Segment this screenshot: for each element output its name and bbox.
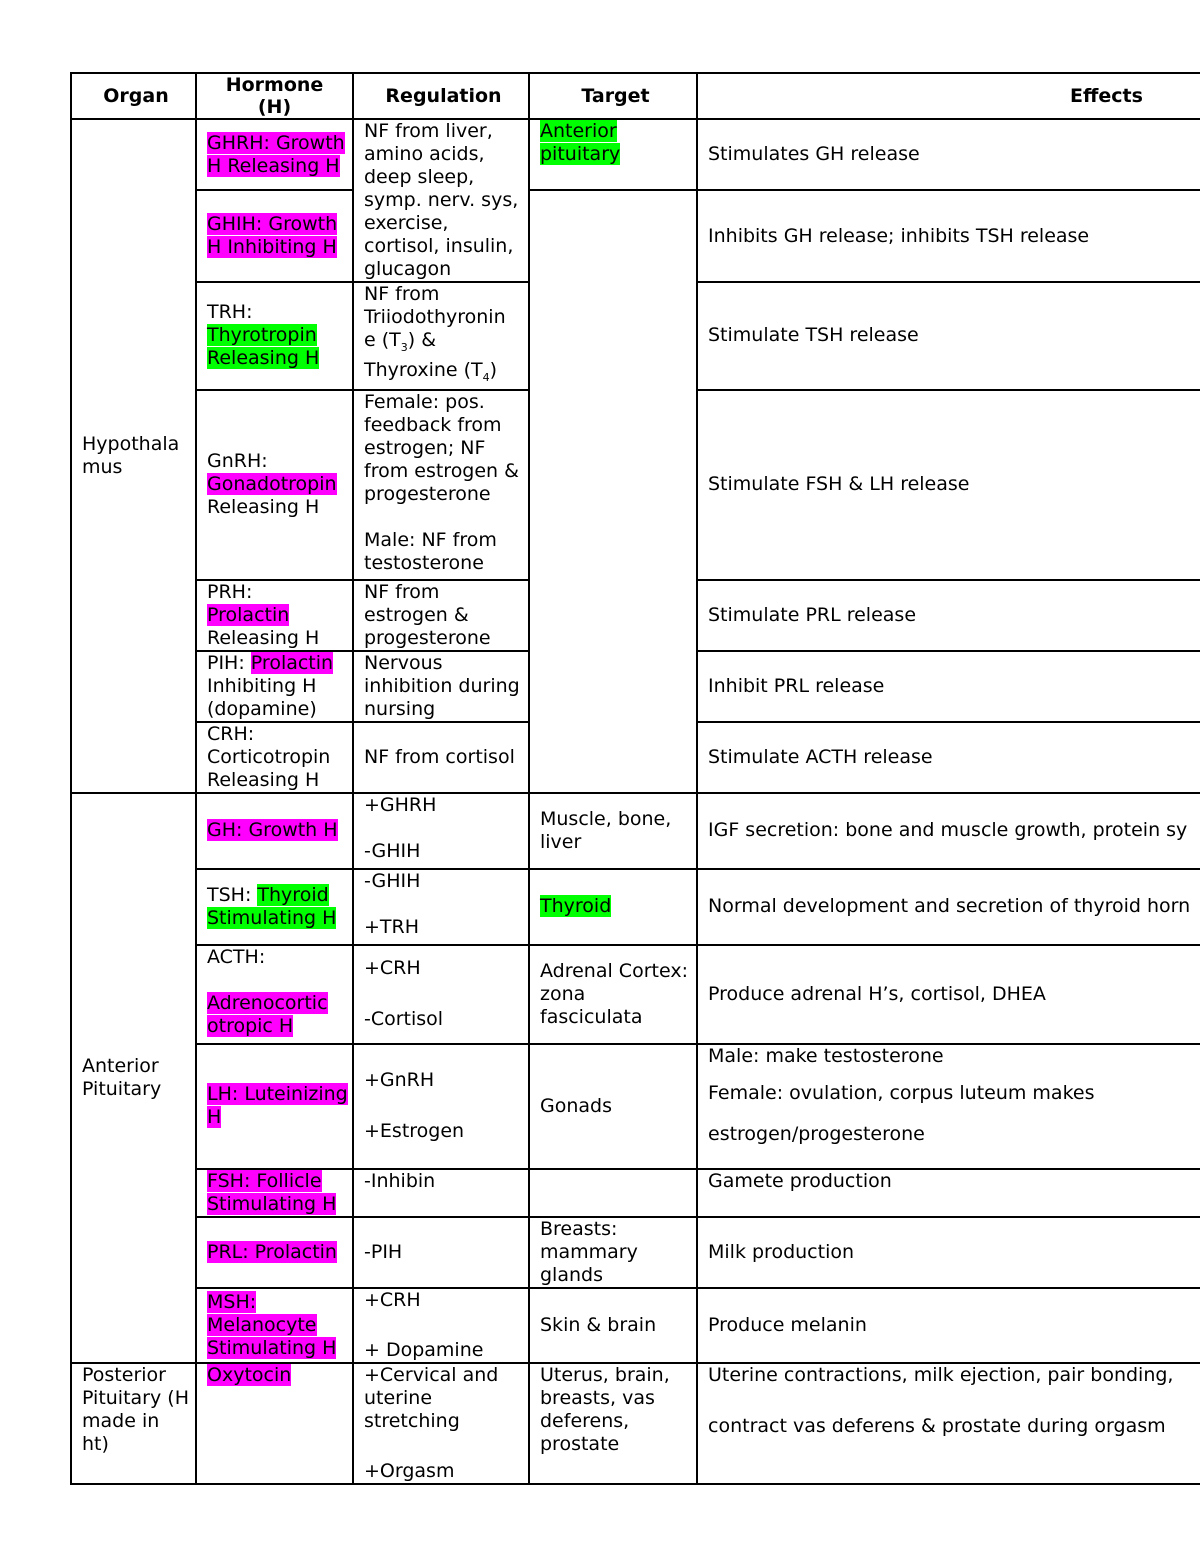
regulation-tsh [353,869,529,945]
table-row [71,793,1200,869]
target-oxytocin: Uterus, brain, breasts, vas deferens, prostate [529,1363,697,1484]
target-prl: Breasts: mammary glands [529,1217,697,1288]
effect-tsh: Normal development and secretion of thyroid horn [697,869,1200,945]
hormone-ghrh [196,119,353,190]
hormone-prl [196,1217,353,1288]
regulation-gnrh-female: Female: pos. feedback from estrogen; NF from estrogen & progesterone [364,390,519,505]
spacer [364,1312,523,1339]
regulation-acth-2: -Cortisol [364,1008,444,1031]
table-row [71,1044,1200,1169]
hormone-pih-suffix: Inhibiting H (dopamine) [207,674,317,720]
spacer [364,893,523,916]
target-anterior-pituitary-label: Anterior pituitary [540,120,621,165]
hormone-acth-name: Adrenocortic otropic H [207,991,328,1037]
regulation-msh-2: + Dopamine [364,1338,484,1361]
target-acth: Adrenal Cortex: zona fasciculata [529,945,697,1044]
hormone-gnrh-suffix: Releasing H [207,496,320,519]
hormone-msh [196,1288,353,1363]
regulation-oxytocin [353,1363,529,1484]
effect-prl: Milk production [697,1217,1200,1288]
regulation-tsh-1: -GHIH [364,869,421,892]
hormone-ghrh-label: GHRH: Growth H Releasing H [207,131,345,177]
regulation-acth-1: +CRH [364,957,421,980]
hormone-prh-suffix: Releasing H [207,626,320,649]
effect-lh [697,1044,1200,1169]
table-row [71,869,1200,945]
regulation-lh [353,1044,529,1169]
hormone-fsh [196,1169,353,1217]
table-row [71,190,1200,282]
effect-crh: Stimulate ACTH release [697,722,1200,793]
effect-lh-3: estrogen/progesterone [708,1122,925,1145]
regulation-msh [353,1288,529,1363]
hormone-prl-label: PRL: Prolactin [207,1240,337,1263]
target-anterior-pituitary [529,119,697,190]
hormone-pih [196,651,353,722]
spacer [364,1433,523,1460]
hormone-pih-prefix: PIH: [207,651,245,674]
target-tsh-label: Thyroid [540,895,612,918]
hormone-msh-label: MSH: Melanocyte Stimulating H [207,1290,337,1359]
hormone-pih-name: Prolactin [250,651,334,674]
table-row [71,1288,1200,1363]
effect-gh: IGF secretion: bone and muscle growth, protein sy [697,793,1200,869]
target-tsh [529,869,697,945]
target-gh: Muscle, bone, liver [529,793,697,869]
regulation-acth [353,945,529,1044]
subscript-3: 3 [400,340,408,354]
table-row [71,945,1200,1044]
hormone-gnrh-name: Gonadotropin [207,473,337,496]
hormone-gh [196,793,353,869]
hormone-gnrh-prefix: GnRH: [207,450,268,473]
regulation-prl: -PIH [353,1217,529,1288]
hormone-oxytocin-label: Oxytocin [207,1363,292,1386]
header-hormone: Hormone (H) [196,73,353,119]
regulation-trh-part1: NF from Triiodothyronin e (T [364,283,506,351]
hormone-prh-prefix: PRH: [207,580,253,603]
effect-pih: Inhibit PRL release [697,651,1200,722]
regulation-fsh: -Inhibin [353,1169,529,1217]
target-msh: Skin & brain [529,1288,697,1363]
target-lh: Gonads [529,1044,697,1169]
table-row [71,119,1200,190]
regulation-msh-1: +CRH [364,1288,421,1311]
spacer [364,980,523,1008]
effect-oxytocin-1: Uterine contractions, milk ejection, pair bonding, [708,1363,1174,1386]
regulation-gh-2: -GHIH [364,839,421,862]
hormone-ghih [196,190,353,282]
regulation-gh-1: +GHRH [364,793,437,816]
target-empty-hypothalamus [529,190,697,793]
organ-anterior-pituitary: Anterior Pituitary [71,793,196,1363]
hormone-crh: CRH: Corticotropin Releasing H [196,722,353,793]
hormone-trh [196,282,353,390]
hormone-tsh [196,869,353,945]
target-fsh [529,1169,697,1217]
hormone-table [70,72,1200,1485]
regulation-trh-part2: ) & Thyroxine (T [364,329,483,381]
hormone-gnrh [196,390,353,580]
organ-hypothalamus: Hypothala mus [71,119,196,793]
spacer [207,969,352,992]
regulation-prh: NF from estrogen & progesterone [353,580,529,651]
hormone-trh-prefix: TRH: [207,301,253,324]
spacer [364,506,523,529]
hormone-lh [196,1044,353,1169]
hormone-lh-label: LH: Luteinizing H [207,1083,348,1129]
table-row [71,1217,1200,1288]
hormone-prh-name: Prolactin [207,603,290,626]
organ-posterior-pituitary: Posterior Pituitary (H made in ht) [71,1363,196,1484]
hormone-gh-label: GH: Growth H [207,819,338,842]
hormone-acth [196,945,353,1044]
header-row [71,73,1200,119]
regulation-gnrh-male: Male: NF from testosterone [364,528,497,574]
hormone-tsh-prefix: TSH: [207,883,252,906]
effect-prh: Stimulate PRL release [697,580,1200,651]
regulation-tsh-2: +TRH [364,915,420,938]
regulation-pih: Nervous inhibition during nursing [353,651,529,722]
header-effects-label: Effects [1070,84,1143,107]
hormone-acth-prefix: ACTH: [207,945,266,968]
effect-oxytocin-2: contract vas deferens & prostate during orgasm [708,1414,1166,1437]
effect-oxytocin [697,1363,1200,1484]
regulation-trh-part3: ) [489,358,498,381]
header-effects [697,73,1200,119]
regulation-lh-2: +Estrogen [364,1120,465,1143]
hormone-oxytocin [196,1363,353,1484]
regulation-gnrh [353,390,529,580]
effect-ghrh: Stimulates GH release [697,119,1200,190]
subscript-4: 4 [482,370,490,384]
regulation-gh [353,793,529,869]
table-row [71,1363,1200,1484]
hormone-fsh-label: FSH: Follicle Stimulating H [207,1169,337,1215]
regulation-oxytocin-2: +Orgasm [364,1459,455,1482]
regulation-trh [353,282,529,390]
header-regulation: Regulation [353,73,529,119]
hormone-ghih-label: GHIH: Growth H Inhibiting H [207,213,338,258]
effect-ghih: Inhibits GH release; inhibits TSH release [697,190,1200,282]
regulation-crh: NF from cortisol [353,722,529,793]
hormone-tsh-name: Thyroid Stimulating H [207,883,337,929]
table-row [71,1169,1200,1217]
hormone-prh [196,580,353,651]
spacer [364,817,523,840]
spacer [364,1092,523,1120]
header-organ: Organ [71,73,196,119]
regulation-oxytocin-1: +Cervical and uterine stretching [364,1363,499,1432]
effect-trh: Stimulate TSH release [697,282,1200,390]
regulation-gh-releasing: NF from liver, amino acids, deep sleep, symp. nerv. sys, exercise, cortisol, insulin, glucagon [353,119,529,282]
effect-lh-2: Female: ovulation, corpus luteum makes [708,1081,1095,1104]
header-target: Target [529,73,697,119]
effect-gnrh: Stimulate FSH & LH release [697,390,1200,580]
effect-fsh: Gamete production [697,1169,1200,1217]
effect-lh-1: Male: make testosterone [708,1044,944,1067]
effect-msh: Produce melanin [697,1288,1200,1363]
effect-acth: Produce adrenal H’s, cortisol, DHEA [697,945,1200,1044]
hormone-trh-name: Thyrotropin Releasing H [207,324,320,370]
regulation-lh-1: +GnRH [364,1069,435,1092]
